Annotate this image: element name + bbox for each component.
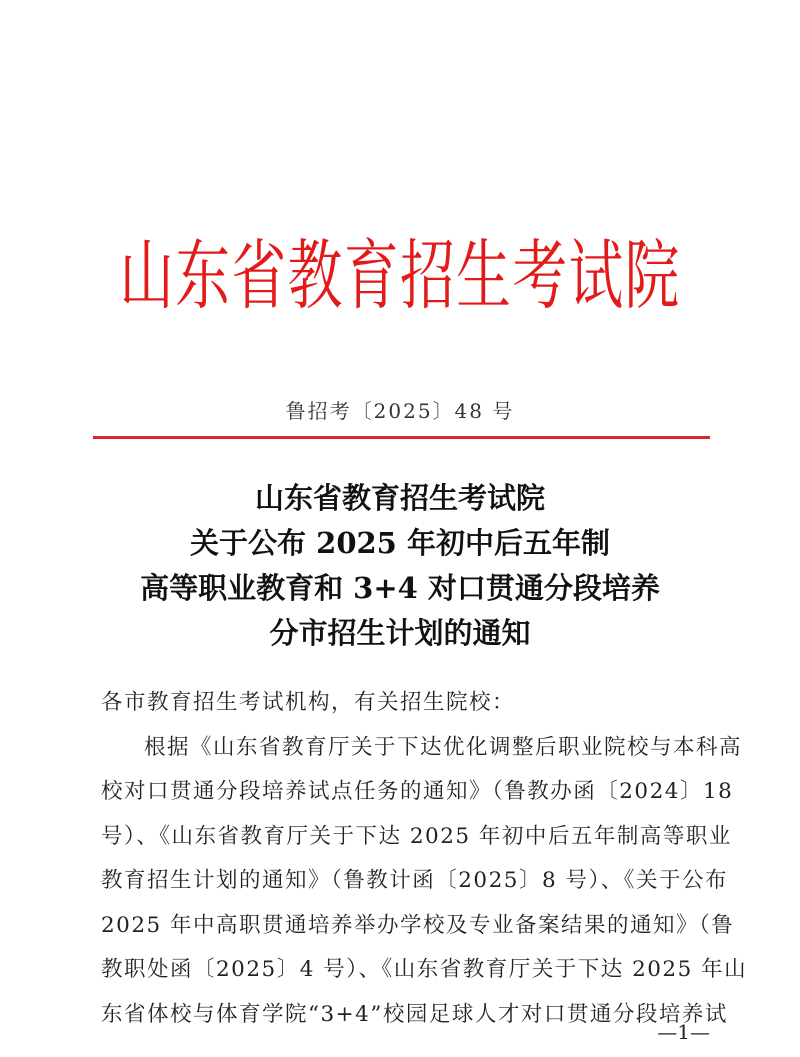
document-number: 鲁招考〔2025〕48 号: [285, 399, 515, 423]
document-body: [101, 681, 748, 1037]
title-line: 分市招生计划的通知: [269, 616, 531, 650]
issuer-masthead: 山东省教育招生考试院: [119, 231, 681, 320]
body-line: 根据《山东省教育厅关于下达优化调整后职业院校与本科高: [144, 734, 743, 760]
title-line: 山东省教育招生考试院: [254, 481, 545, 515]
title-line: 高等职业教育和 3+4 对口贯通分段培养: [140, 571, 660, 605]
red-divider: [93, 436, 710, 439]
body-line: 2025 年中高职贯通培养举办学校及专业备案结果的通知》（鲁: [101, 912, 735, 938]
body-line: 校对口贯通分段培养试点任务的通知》（鲁教办函〔2024〕18: [101, 779, 734, 804]
body-line: 号）、《山东省教育厅关于下达 2025 年初中后五年制高等职业: [101, 823, 732, 849]
salutation: 各市教育招生考试机构，有关招生院校：: [101, 690, 516, 715]
body-line: 教育招生计划的通知》（鲁教计函〔2025〕8 号）、《关于公布: [101, 868, 728, 893]
page-number: —1—: [657, 1020, 710, 1044]
body-line: 东省体校与体育学院“3+4”校园足球人才对口贯通分段培养试: [101, 1001, 728, 1027]
document-title: [0, 476, 800, 656]
title-line: 关于公布 2025 年初中后五年制: [190, 526, 610, 560]
body-line: 教职处函〔2025〕4 号）、《山东省教育厅关于下达 2025 年山: [101, 957, 748, 982]
